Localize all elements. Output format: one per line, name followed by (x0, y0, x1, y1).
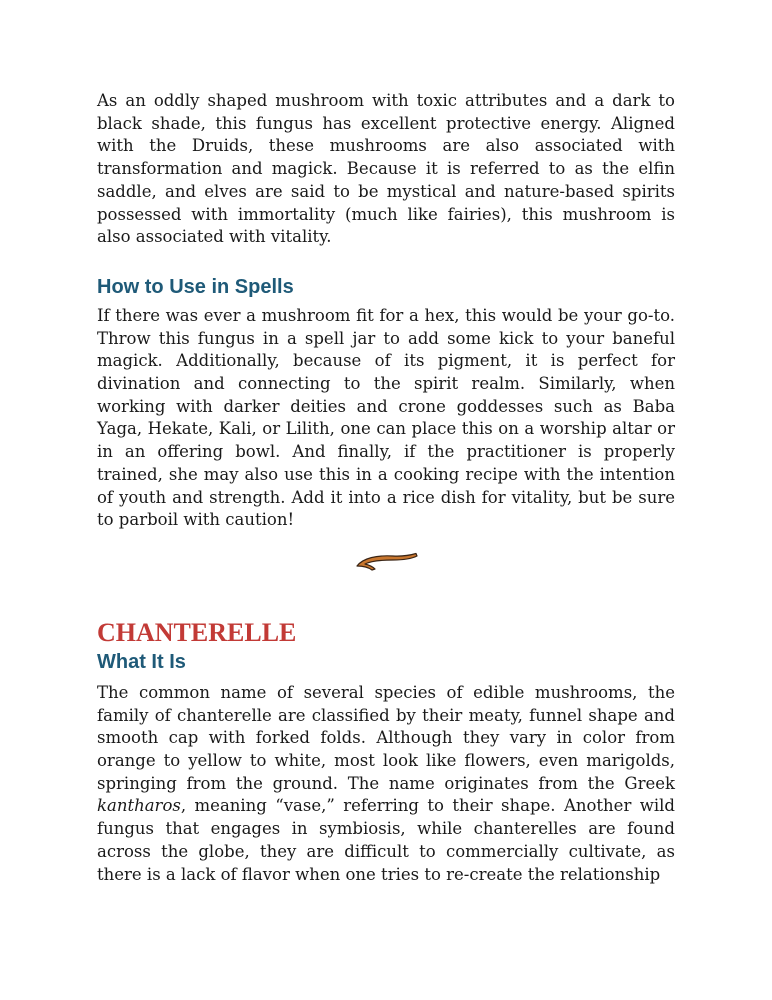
greek-term: kantharos (97, 796, 181, 816)
chanterelle-title: CHANTERELLE (97, 617, 297, 647)
what-it-is-heading: What It Is (97, 650, 186, 673)
chanterelle-description-paragraph (97, 682, 675, 886)
description-text-start: The common name of several species of edible mushrooms, the family of chanterelle are classified by their meaty, funnel shape and smooth cap with forked folds. Although they vary in color from orange to yellow to white, most look like flowers, even marigolds, springing from the ground. The name originates from the Greek (97, 682, 675, 793)
decorative-swash-icon (353, 550, 419, 572)
elfin-saddle-paragraph: As an oddly shaped mushroom with toxic attributes and a dark to black shade, this fungus has excellent protective energy. Aligned with the Druids, these mushrooms are also associated with transformation and magick. Because it is referred to as the elfin saddle, and elves are said to be mystical and nature-based spirits possessed with immortality (much like fairies), this mushroom is also associated with vitality. (97, 91, 675, 247)
book-page (97, 90, 675, 886)
description-text-end: , meaning “vase,” referring to their shape. Another wild fungus that engages in symbiosis, while chanterelles are found across the globe, they are difficult to commercially cultivate, as there is a lack of flavor when one tries to re-create the relationship (97, 796, 675, 884)
spells-heading: How to Use in Spells (97, 275, 294, 298)
spells-paragraph: If there was ever a mushroom fit for a hex, this would be your go-to. Throw this fungus in a spell jar to add some kick to your baneful magick. Additionally, because of its pigment, it is perfect for divination and connecting to the spirit realm. Similarly, when working with darker deities and crone goddesses such as Baba Yaga, Hekate, Kali, or Lilith, one can place this on a worship altar or in an offering bowl. And finally, if the practitioner is properly trained, she may also use this in a cooking recipe with the intention of youth and strength. Add it into a rice dish for vitality, but be sure to parboil with caution! (97, 305, 675, 530)
